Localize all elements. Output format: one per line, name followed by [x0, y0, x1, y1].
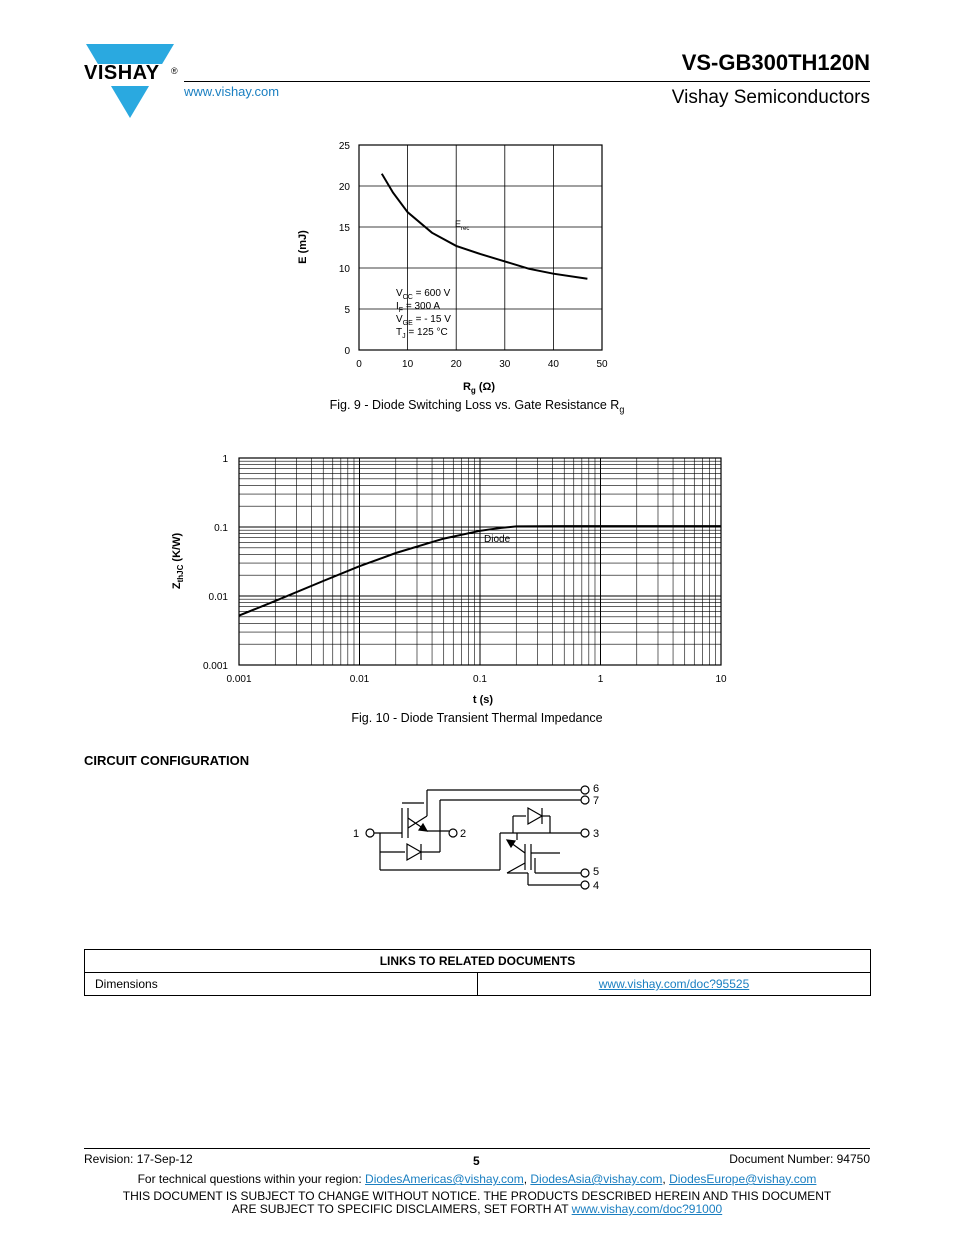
terminal-6-label: 6 [593, 783, 600, 795]
fig10-x-tick-label: 0.1 [473, 674, 487, 685]
fig9-y-tick-label: 10 [338, 264, 350, 275]
page-number: 5 [473, 1154, 480, 1168]
fig9-curve-label: $E_{rec}$ [455, 219, 470, 232]
fig9-y-tick-label: 5 [344, 305, 350, 316]
fig10-tick-labels [203, 454, 727, 685]
fig9-x-tick-label: 10 [402, 359, 414, 370]
fig9-x-tick-label: 40 [547, 359, 559, 370]
fig9-y-tick-label: 0 [344, 346, 350, 357]
fig10-x-tick-label: 0.001 [226, 674, 252, 685]
fig9-condition-vge: $V_{GE}$ = - 15 V [396, 314, 451, 327]
header-divider [184, 81, 870, 82]
dimensions-link[interactable]: www.vishay.com/doc?95525 [598, 977, 750, 991]
fig9-erec-line [382, 174, 588, 279]
email-americas-link[interactable]: DiodesAmericas@vishay.com [365, 1172, 524, 1186]
registered-mark: ® [171, 66, 178, 76]
fig9-y-tick-label: 15 [338, 223, 350, 234]
terminal-4-label: 4 [593, 880, 600, 892]
terminal-1-label: 1 [353, 828, 360, 840]
fig10-y-tick-label: 0.1 [214, 523, 228, 534]
fig9-y-axis-label: E (mJ) [297, 230, 309, 264]
right-diode-icon [528, 808, 542, 824]
revision-text: Revision: 17-Sep-12 [84, 1152, 193, 1166]
fig10-series-label: Diode [484, 534, 511, 545]
fig10-x-tick-label: 1 [597, 674, 604, 685]
fig10-y-tick-label: 0.01 [208, 592, 228, 603]
terminal-2-label: 2 [460, 828, 467, 840]
circuit-diagram [345, 778, 615, 896]
fig9-caption: Fig. 9 - Diode Switching Loss vs. Gate Resistance $R_g$ [329, 398, 625, 415]
left-igbt-icon [402, 803, 427, 838]
terminal-5-label: 5 [593, 866, 600, 878]
left-diode-icon [407, 844, 421, 860]
fig9-conditions [396, 288, 451, 340]
fig9-x-axis-label: $R_g$ (Ω) [462, 381, 496, 395]
fig9-condition-vcc: $V_{CC} = 600$ V [396, 288, 451, 301]
fig10-x-tick-label: 10 [715, 674, 727, 685]
terminal-3-label: 3 [593, 828, 600, 840]
document-number: Document Number: 94750 [729, 1152, 870, 1166]
fig10-chart [168, 448, 738, 713]
terminal-labels [353, 783, 599, 892]
fig10-y-tick-label: 0.001 [202, 661, 228, 672]
fig9-x-tick-label: 0 [356, 359, 362, 370]
disclaimer-link[interactable]: www.vishay.com/doc?91000 [571, 1202, 723, 1216]
email-europe-link[interactable]: DiodesEurope@vishay.com [669, 1172, 817, 1186]
fig9-x-tick-label: 50 [596, 359, 608, 370]
company-subtitle: Vishay Semiconductors [671, 87, 870, 108]
fig10-y-axis-label: $Z_{thJC}$ (K/W) [171, 532, 185, 590]
fig9-x-tick-label: 30 [499, 359, 511, 370]
header-url-link[interactable]: www.vishay.com [184, 84, 280, 99]
fig9-y-tick-label: 20 [338, 182, 350, 193]
fig9-series [382, 174, 588, 279]
fig9-chart [290, 130, 650, 400]
fig9-x-tick-label: 20 [450, 359, 462, 370]
right-igbt-icon [507, 840, 560, 873]
fig10-x-tick-label: 0.01 [349, 674, 370, 685]
email-asia-link[interactable]: DiodesAsia@vishay.com [530, 1172, 663, 1186]
footer-divider [84, 1148, 870, 1149]
fig9-tick-labels [339, 141, 608, 370]
circuit-section-title: CIRCUIT CONFIGURATION [84, 753, 250, 768]
fig9-y-tick-label: 25 [338, 141, 350, 152]
links-table [84, 949, 871, 996]
fig10-x-axis-label: t (s) [472, 694, 494, 706]
table-row [85, 973, 871, 996]
logo-text: VISHAY [84, 62, 160, 84]
technical-contacts: For technical questions within your region: DiodesAmericas@vishay.com, DiodesAsia@vishay.com, DiodesEurope@vishay.com [137, 1172, 817, 1186]
fig10-caption: Fig. 10 - Diode Transient Thermal Impedance [351, 711, 603, 725]
disclaimer-line-2: ARE SUBJECT TO SPECIFIC DISCLAIMERS, SET FORTH AT www.vishay.com/doc?91000 [231, 1202, 723, 1216]
part-number-title: VS-GB300TH120N [681, 50, 870, 75]
vishay-logo [84, 44, 179, 119]
fig9-condition-tj: $T_J = 125$ °C [396, 327, 448, 340]
links-table-header: LINKS TO RELATED DOCUMENTS [85, 950, 871, 973]
dimensions-label: Dimensions [85, 973, 478, 996]
terminal-7-label: 7 [593, 795, 600, 807]
fig10-grid [239, 458, 721, 665]
fig10-y-tick-label: 1 [222, 454, 228, 465]
fig9-condition-if: $I_F = 300$ A [396, 301, 441, 314]
disclaimer-line-1: THIS DOCUMENT IS SUBJECT TO CHANGE WITHOUT NOTICE. THE PRODUCTS DESCRIBED HEREIN AND THIS DOCUMENT [122, 1189, 832, 1203]
